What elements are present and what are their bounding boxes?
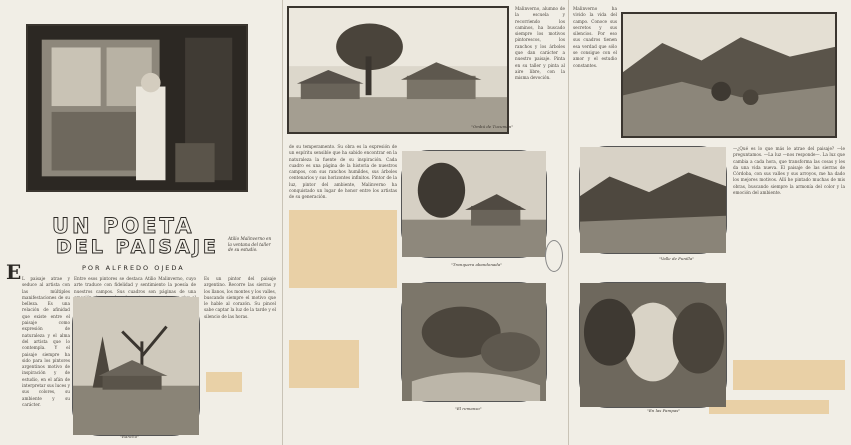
page-right (568, 0, 851, 445)
rancho-caption: "Rancho" (120, 434, 139, 439)
p2-main-column (289, 144, 397, 440)
p1-column-2-text: Entre esos pintores se destaca Atilio Malinverno, cuyo arte traduce con fidelidad y sentimiento la poesía de nuestros campos. Sus cuadros son páginas de una (74, 276, 196, 294)
p3-top-column-text: Malinverno ha vivido la vida del campo. Conoce sus secretos y sus silencios. Por eso sus cuadros tienen esa verdad que sólo se consigue con el amor y el estudio constantes. (573, 6, 617, 68)
article-title-line1: UN POETA (52, 214, 195, 238)
portrait-photo (26, 24, 248, 192)
rancho-photo (72, 296, 200, 436)
clipping-highlight-3 (733, 360, 845, 390)
valley-photo (579, 146, 727, 254)
page-left (0, 0, 282, 445)
article-byline: POR ALFREDO OJEDA (82, 264, 185, 272)
clipping-mark (206, 372, 242, 392)
remanso-caption: "El remanso" (455, 406, 482, 411)
p2-top-column (515, 6, 565, 136)
p3-main-column (733, 146, 845, 438)
page-middle (282, 0, 569, 445)
top-landscape-caption: "Ombú de Tucumán" (471, 124, 514, 129)
ornament-vine (545, 240, 563, 272)
top-landscape-photo (287, 6, 509, 134)
pampas-photo (579, 282, 727, 408)
pampas-caption: "En las Pampas" (647, 408, 681, 413)
p3-top-column (573, 6, 617, 140)
p1-column-2 (74, 276, 196, 296)
p1-column-1-text: L paisaje atrae y seduce al artista con las múltiples manifestaciones de su belleza. Es una relación de afinidad que existe entre el paisaje como expresión de naturaleza y el alma del artista que lo contempla. Y el paisaje siempre ha sido para los pintores argentinos motivo de inspiración y de estudio, en el afán de interpretar sus luces y sus colores, su ambiente y su carácter. (22, 276, 70, 407)
p1-column-3-text: Es un pintor del paisaje argentino. Recorre las sierras y los llanos, los montes y los valles, buscando siempre el motivo que le hable al corazón. Su pincel sabe captar la luz de la tarde y el silencio de las horas. (204, 276, 276, 319)
mountain-photo (621, 12, 837, 138)
portrait-caption: Atilio Malinverno en la ventana del taller de su estudio. (228, 236, 272, 252)
tranquera-caption: "Tranquera abandonada" (451, 262, 503, 267)
p2-main-column-text: de su temperamento. Su obra es la expresión de un espíritu sensible que ha sabido encontrar en la naturaleza la fuente de su inspiración. Cada cuadro es una página de la historia de nuestros campos, con sus ranchos humildes, sus árboles centenarios y sus horizontes infinitos. Pintor de la luz, pintor del ambiente, Malinverno ha conquistado un lugar de honor entre los artistas de su generación. (289, 144, 397, 200)
p1-column-1 (22, 276, 70, 436)
drop-cap: E (6, 260, 22, 284)
tranquera-photo (401, 150, 547, 258)
remanso-photo (401, 282, 547, 402)
valley-caption: "Valle de Punilla" (659, 256, 695, 261)
article-title-line2: DEL PAISAJE (56, 236, 219, 258)
clipping-highlight-2 (289, 340, 359, 388)
clipping-highlight-1 (289, 210, 397, 288)
p1-column-3 (204, 276, 276, 436)
clipping-highlight-4 (709, 400, 829, 414)
p3-main-column-text: —¿Qué es lo que más le atrae del paisaje? —le preguntamos. —La luz —nos responde—. La luz que cambia a cada hora, que transforma las cosas y les da una vida nueva. El paisaje de las sierras de Córdoba, con sus valles y sus arroyos, me ha dado los mejores motivos. Allí he pintado muchas de mis obras, buscando siempre la armonía del color y la emoción del ambiente. (733, 146, 845, 196)
p2-top-column-text: Malinverno, alumno de la escuela y recorriendo los caminos, ha buscado siempre los motivos pintorescos, los ranchos y los árboles que dan carácter a nuestro paisaje. Pinta en su taller y pinta al aire libre, con la misma devoción. (515, 6, 565, 81)
